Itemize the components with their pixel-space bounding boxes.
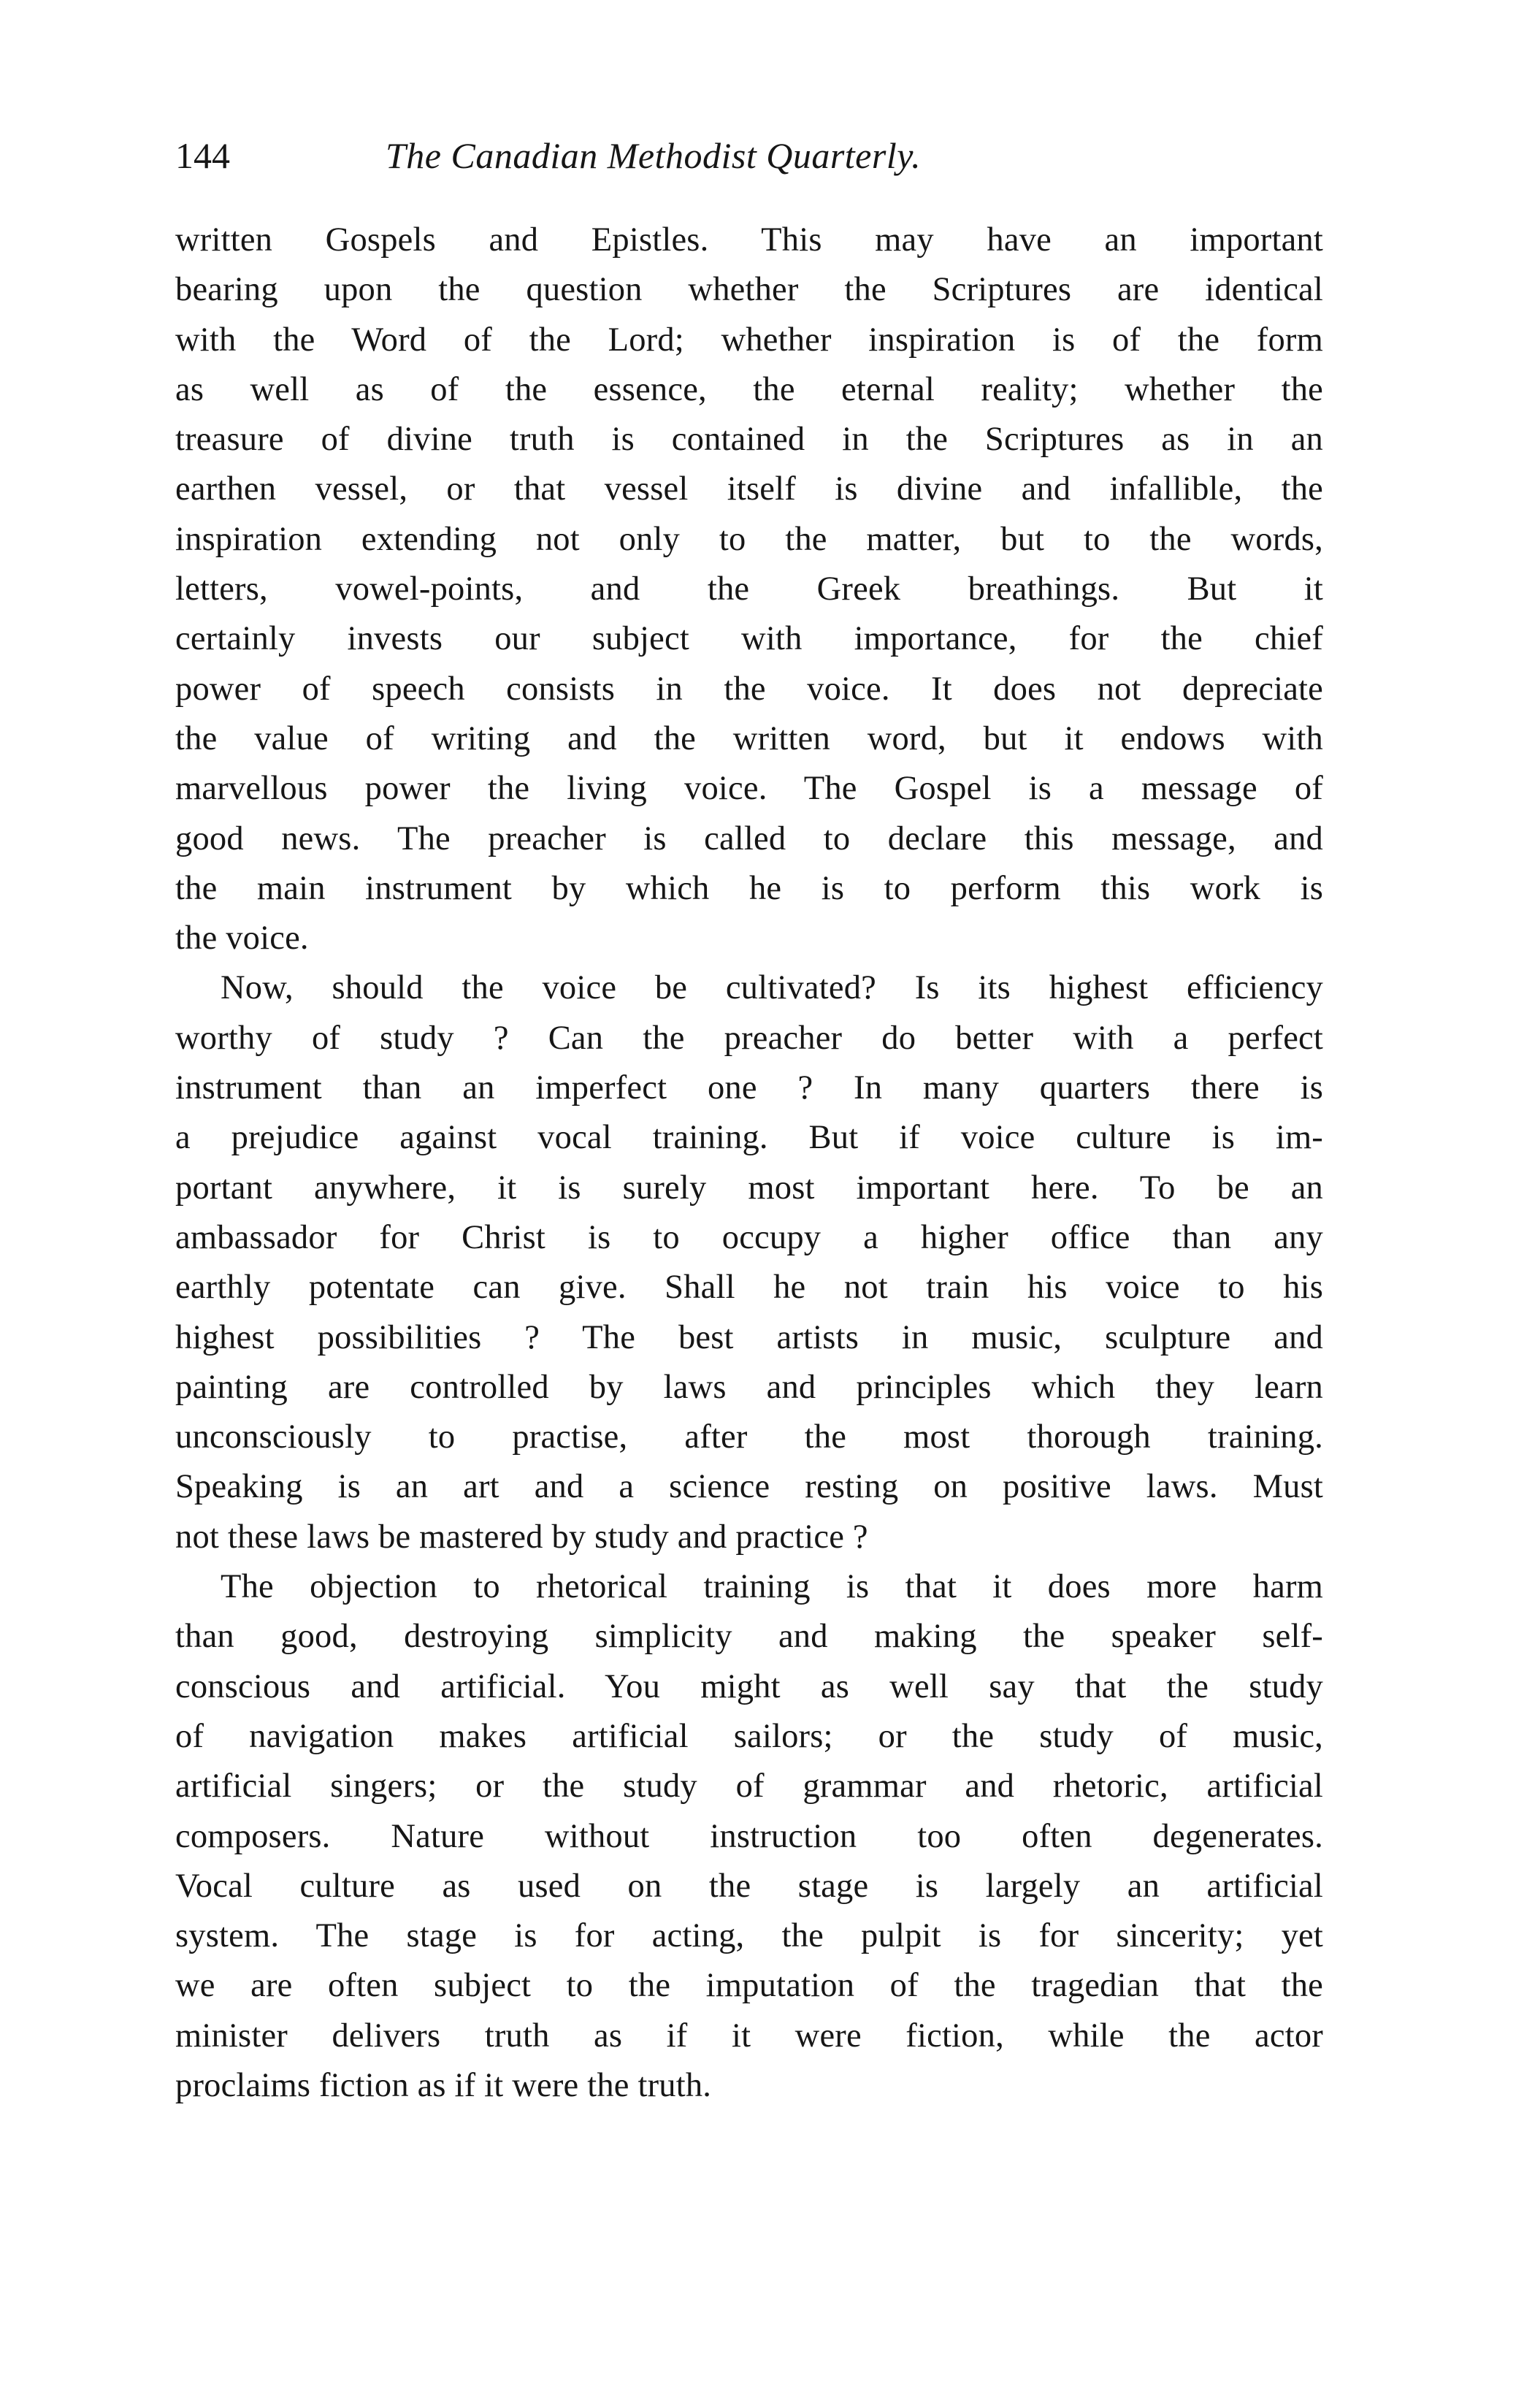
text-line: marvellous power the living voice. The Gospel is a message of bbox=[175, 770, 1323, 808]
text-line: the voice. bbox=[175, 920, 309, 958]
text-line: minister delivers truth as if it were fiction, while the actor bbox=[175, 2017, 1323, 2055]
text-line: instrument than an imperfect one ? In many quarters there is bbox=[175, 1069, 1323, 1107]
text-line: written Gospels and Epistles. This may have an important bbox=[175, 221, 1323, 259]
text-line: unconsciously to practise, after the most thorough training. bbox=[175, 1418, 1323, 1456]
text-line: Speaking is an art and a science resting on positive laws. Must bbox=[175, 1468, 1323, 1506]
text-line: the main instrument by which he is to perform this work is bbox=[175, 869, 1323, 907]
text-line: than good, destroying simplicity and making the speaker self- bbox=[175, 1618, 1323, 1656]
text-line: proclaims fiction as if it were the truth. bbox=[175, 2066, 712, 2104]
running-title: The Canadian Methodist Quarterly. bbox=[386, 135, 922, 176]
text-line: as well as of the essence, the eternal reality; whether the bbox=[175, 370, 1323, 408]
text-line: with the Word of the Lord; whether inspiration is of the form bbox=[175, 321, 1323, 359]
text-line: worthy of study ? Can the preacher do better with a perfect bbox=[175, 1019, 1323, 1057]
text-line: The objection to rhetorical training is that it does more harm bbox=[221, 1568, 1323, 1606]
text-line: Now, should the voice be cultivated? Is its highest efficiency bbox=[221, 969, 1323, 1007]
text-line: composers. Nature without instruction too often degenerates. bbox=[175, 1817, 1323, 1855]
text-line: earthly potentate can give. Shall he not train his voice to his bbox=[175, 1269, 1323, 1307]
text-line: power of speech consists in the voice. It does not depreciate bbox=[175, 670, 1323, 708]
text-line: bearing upon the question whether the Scriptures are identical bbox=[175, 271, 1323, 309]
text-line: the value of writing and the written word, but it endows with bbox=[175, 719, 1323, 757]
text-line: good news. The preacher is called to declare this message, and bbox=[175, 819, 1323, 857]
running-header bbox=[175, 130, 1325, 181]
text-line: portant anywhere, it is surely most important here. To be an bbox=[175, 1169, 1323, 1207]
text-line: a prejudice against vocal training. But if voice culture is im- bbox=[175, 1119, 1323, 1157]
text-line: earthen vessel, or that vessel itself is divine and infallible, the bbox=[175, 470, 1323, 508]
text-line: inspiration extending not only to the matter, but to the words, bbox=[175, 520, 1323, 558]
text-line: conscious and artificial. You might as well say that the study bbox=[175, 1667, 1323, 1705]
text-line: letters, vowel-points, and the Greek breathings. But it bbox=[175, 570, 1323, 608]
text-line: treasure of divine truth is contained in the Scriptures as in an bbox=[175, 421, 1323, 459]
text-line: not these laws be mastered by study and practice ? bbox=[175, 1518, 868, 1556]
text-line: certainly invests our subject with importance, for the chief bbox=[175, 620, 1323, 658]
text-line: highest possibilities ? The best artists in music, sculpture and bbox=[175, 1318, 1323, 1356]
text-line: painting are controlled by laws and principles which they learn bbox=[175, 1368, 1323, 1406]
body-text bbox=[175, 215, 1323, 2111]
text-line: artificial singers; or the study of grammar and rhetoric, artificial bbox=[175, 1767, 1323, 1805]
text-line: ambassador for Christ is to occupy a higher office than any bbox=[175, 1218, 1323, 1256]
text-line: Vocal culture as used on the stage is largely an artificial bbox=[175, 1867, 1323, 1905]
page-number: 144 bbox=[175, 135, 230, 176]
text-line: we are often subject to the imputation of the tragedian that the bbox=[175, 1967, 1323, 2005]
text-line: system. The stage is for acting, the pulpit is for sincerity; yet bbox=[175, 1917, 1323, 1955]
text-line: of navigation makes artificial sailors; or the study of music, bbox=[175, 1717, 1323, 1755]
